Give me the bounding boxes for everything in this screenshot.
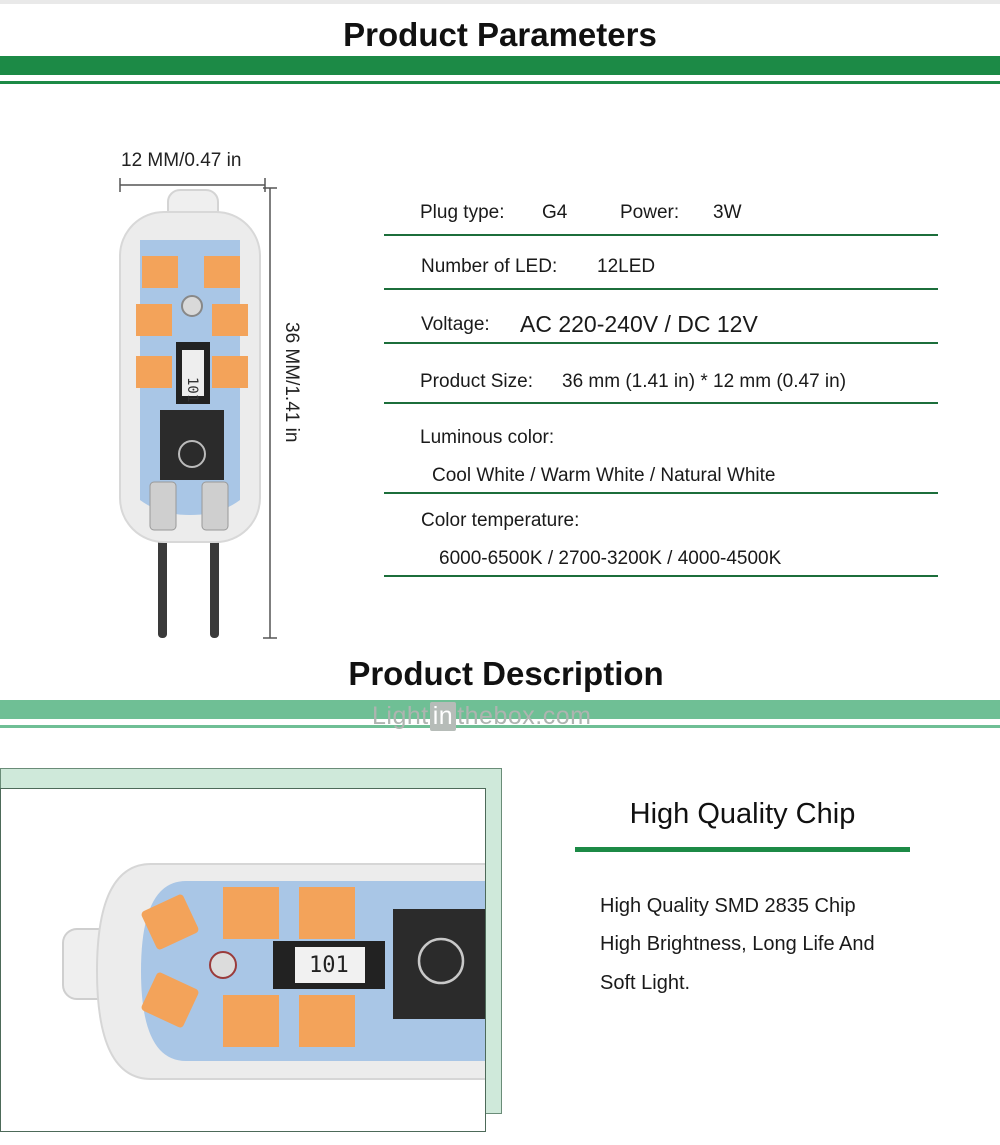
watermark-logo: Light in thebox.com (372, 702, 592, 730)
param-row-color-temp (384, 501, 938, 577)
feature-line-1: High Quality SMD 2835 Chip (600, 895, 856, 917)
size-value: 36 mm (1.41 in) * 12 mm (0.47 in) (562, 371, 847, 392)
voltage-value: AC 220-240V / DC 12V (520, 311, 758, 337)
color-temp-value: 6000-6500K / 2700-3200K / 4000-4500K (439, 548, 782, 569)
bulb-dimension-figure (100, 170, 290, 650)
bulb-closeup-figure (1, 789, 486, 1132)
resistor-marking: 101 (184, 377, 200, 403)
luminous-value: Cool White / Warm White / Natural White (432, 465, 776, 486)
resistor-marking-closeup: 101 (309, 953, 349, 978)
luminous-label: Luminous color: (420, 427, 555, 448)
feature-line-3: Soft Light. (600, 972, 691, 994)
height-dimension-label: 36 MM/1.41 in (281, 322, 302, 443)
param-row-voltage (384, 302, 938, 344)
plug-type-value: G4 (542, 202, 568, 223)
power-value: 3W (713, 202, 742, 223)
param-row-size (384, 358, 938, 404)
feature-title: High Quality Chip (629, 798, 856, 830)
voltage-label: Voltage: (421, 314, 490, 335)
feature-underline (575, 847, 910, 852)
size-label: Product Size: (420, 371, 533, 392)
led-count-value: 12LED (597, 256, 656, 277)
led-count-label: Number of LED: (421, 256, 558, 277)
feature-line-2: High Brightness, Long Life And (600, 933, 875, 955)
top-strip (0, 0, 1000, 4)
width-dimension-label: 12 MM/0.47 in (121, 150, 242, 171)
green-rule (0, 81, 1000, 84)
green-band (0, 56, 1000, 75)
param-row-luminous (384, 418, 938, 494)
color-temp-label: Color temperature: (421, 510, 580, 531)
param-row-plug-power (384, 194, 938, 236)
param-row-led-count (384, 247, 938, 290)
power-label: Power: (620, 202, 680, 223)
product-description-title: Product Description (348, 655, 664, 692)
product-parameters-title: Product Parameters (343, 16, 657, 53)
plug-type-label: Plug type: (420, 202, 505, 223)
chip-closeup-photo (0, 788, 486, 1132)
